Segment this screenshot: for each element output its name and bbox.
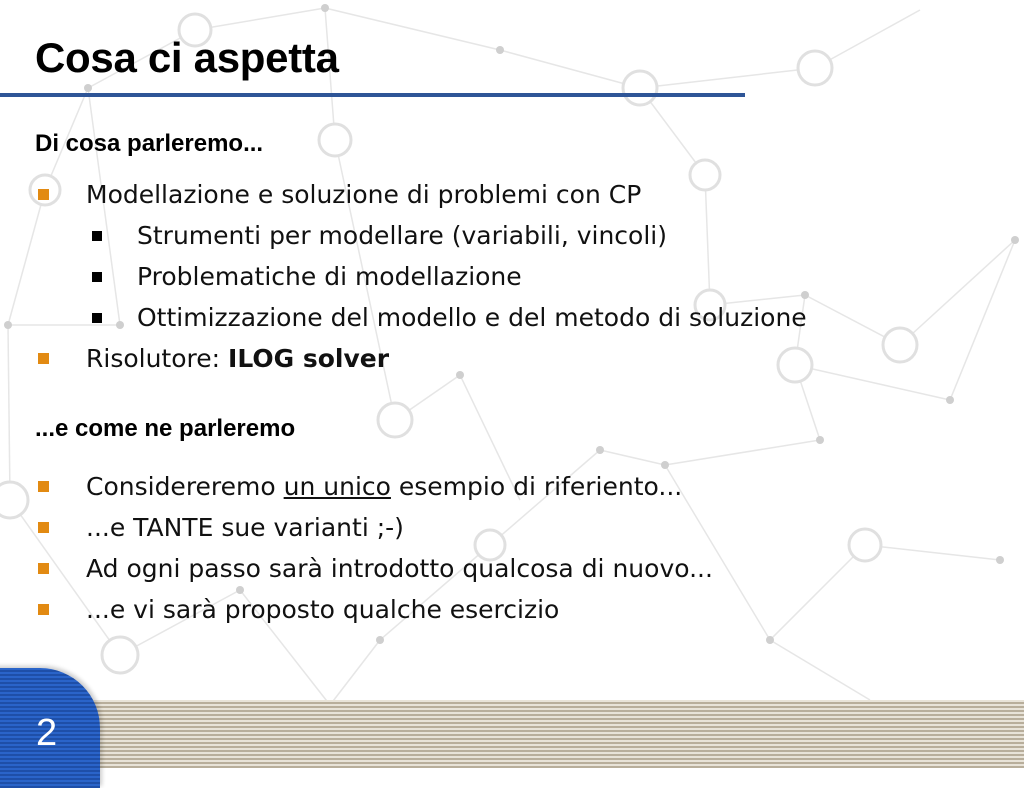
orange-square-bullet-icon [38, 604, 49, 615]
slide-title: Cosa ci aspetta [35, 34, 339, 81]
list-item-text [86, 338, 389, 379]
orange-square-bullet-icon [38, 353, 49, 364]
list-item-text-suffix: esempio di riferiento... [390, 472, 683, 501]
underlined-phrase: un unico [283, 472, 391, 501]
black-square-bullet-icon [92, 272, 102, 282]
orange-square-bullet-icon [38, 563, 49, 574]
orange-square-bullet-icon [38, 189, 49, 200]
list-item-text: ...e vi sarà proposto qualche esercizio [86, 595, 560, 624]
black-square-bullet-icon [92, 231, 102, 241]
solver-name: ILOG solver [228, 344, 390, 373]
orange-square-bullet-icon [38, 522, 49, 533]
title-underline-rule [0, 93, 745, 97]
list-item-text: ...e TANTE sue varianti ;-) [86, 513, 404, 542]
list-item-text: Ottimizzazione del modello e del metodo di soluzione [137, 303, 807, 332]
list-item-text: Strumenti per modellare (variabili, vincoli) [137, 221, 667, 250]
list-item-text: Modellazione e soluzione di problemi con CP [86, 180, 642, 209]
black-square-bullet-icon [92, 313, 102, 323]
section-heading-approach: ...e come ne parleremo [35, 415, 296, 442]
list-item-text: Ad ogni passo sarà introdotto qualcosa di nuovo... [86, 554, 713, 583]
list-item-text-prefix: Considereremo [86, 472, 284, 501]
list-item-text: Problematiche di modellazione [137, 262, 522, 291]
page-number: 2 [36, 712, 58, 754]
list-item-text-prefix: Risolutore: [86, 344, 229, 373]
section-heading-topics: Di cosa parleremo... [35, 130, 264, 157]
list-item-text [86, 466, 682, 507]
orange-square-bullet-icon [38, 481, 49, 492]
footer-striped-band [0, 700, 1024, 768]
